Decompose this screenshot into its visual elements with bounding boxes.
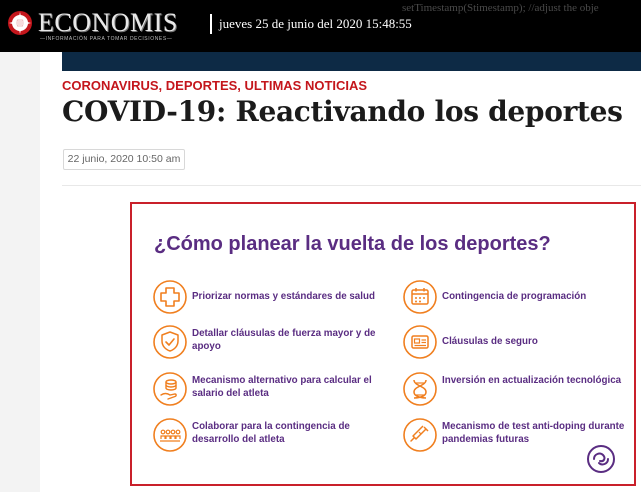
infographic-item-label: Priorizar normas y estándares de salud [192,291,375,302]
category-link[interactable]: CORONAVIRUS [62,78,159,93]
infographic-title: ¿Cómo planear la vuelta de los deportes? [154,233,551,255]
swirl-logo-icon [586,444,616,474]
infographic-item [402,371,641,411]
article-title: COVID-19: Reactivando los deportes [62,95,623,128]
logo-text: ECONOMIS [38,8,178,37]
infographic-item-label: Mecanismo alternativo para calcular el salario del atleta [192,375,372,399]
category-list [62,78,367,93]
shield-check-icon [152,324,188,360]
syringe-icon [402,417,438,453]
content-divider [62,185,641,186]
site-header [0,0,641,52]
infographic-item-label: Mecanismo de test anti-doping durante pandemias futuras [442,421,625,445]
header-separator [210,14,212,34]
infographic-item-label: Colaborar para la contingencia de desarrollo del atleta [192,421,350,445]
infographic-item [402,279,641,319]
infographic-item [152,417,392,457]
leaked-script-text: setTimestamp(Stimestamp); //adjust the obje [402,2,599,14]
calendar-icon [402,279,438,315]
infographic-item-label: Cláusulas de seguro [442,336,538,347]
infographic-item [402,324,641,364]
eye-star-logo-icon [6,9,34,37]
team-group-icon [152,417,188,453]
category-link[interactable]: DEPORTES [165,78,238,93]
contract-card-icon [402,324,438,360]
infographic-item [152,279,392,319]
infographic-image [130,202,636,486]
infographic-item [152,324,392,364]
navy-banner [62,52,641,71]
infographic-item-label: Contingencia de programación [442,291,587,302]
infographic-item-label: Detallar cláusulas de fuerza mayor y de apoyo [192,328,376,352]
infographic-item-label: Inversión en actualización tecnológica [442,375,622,386]
category-separator: , [158,78,166,93]
category-link[interactable]: ULTIMAS NOTICIAS [244,78,368,93]
infographic-item [152,371,392,411]
article-date: 22 junio, 2020 10:50 am [63,149,185,170]
left-gutter [0,52,40,492]
medical-cross-icon [152,279,188,315]
coins-hand-icon [152,371,188,407]
site-logo[interactable] [6,7,186,45]
logo-tagline: —INFORMACIÓN PARA TOMAR DECISIONES— [40,36,173,42]
category-separator: , [237,78,245,93]
dna-icon [402,371,438,407]
current-datetime: jueves 25 de junio del 2020 15:48:55 [219,16,412,31]
